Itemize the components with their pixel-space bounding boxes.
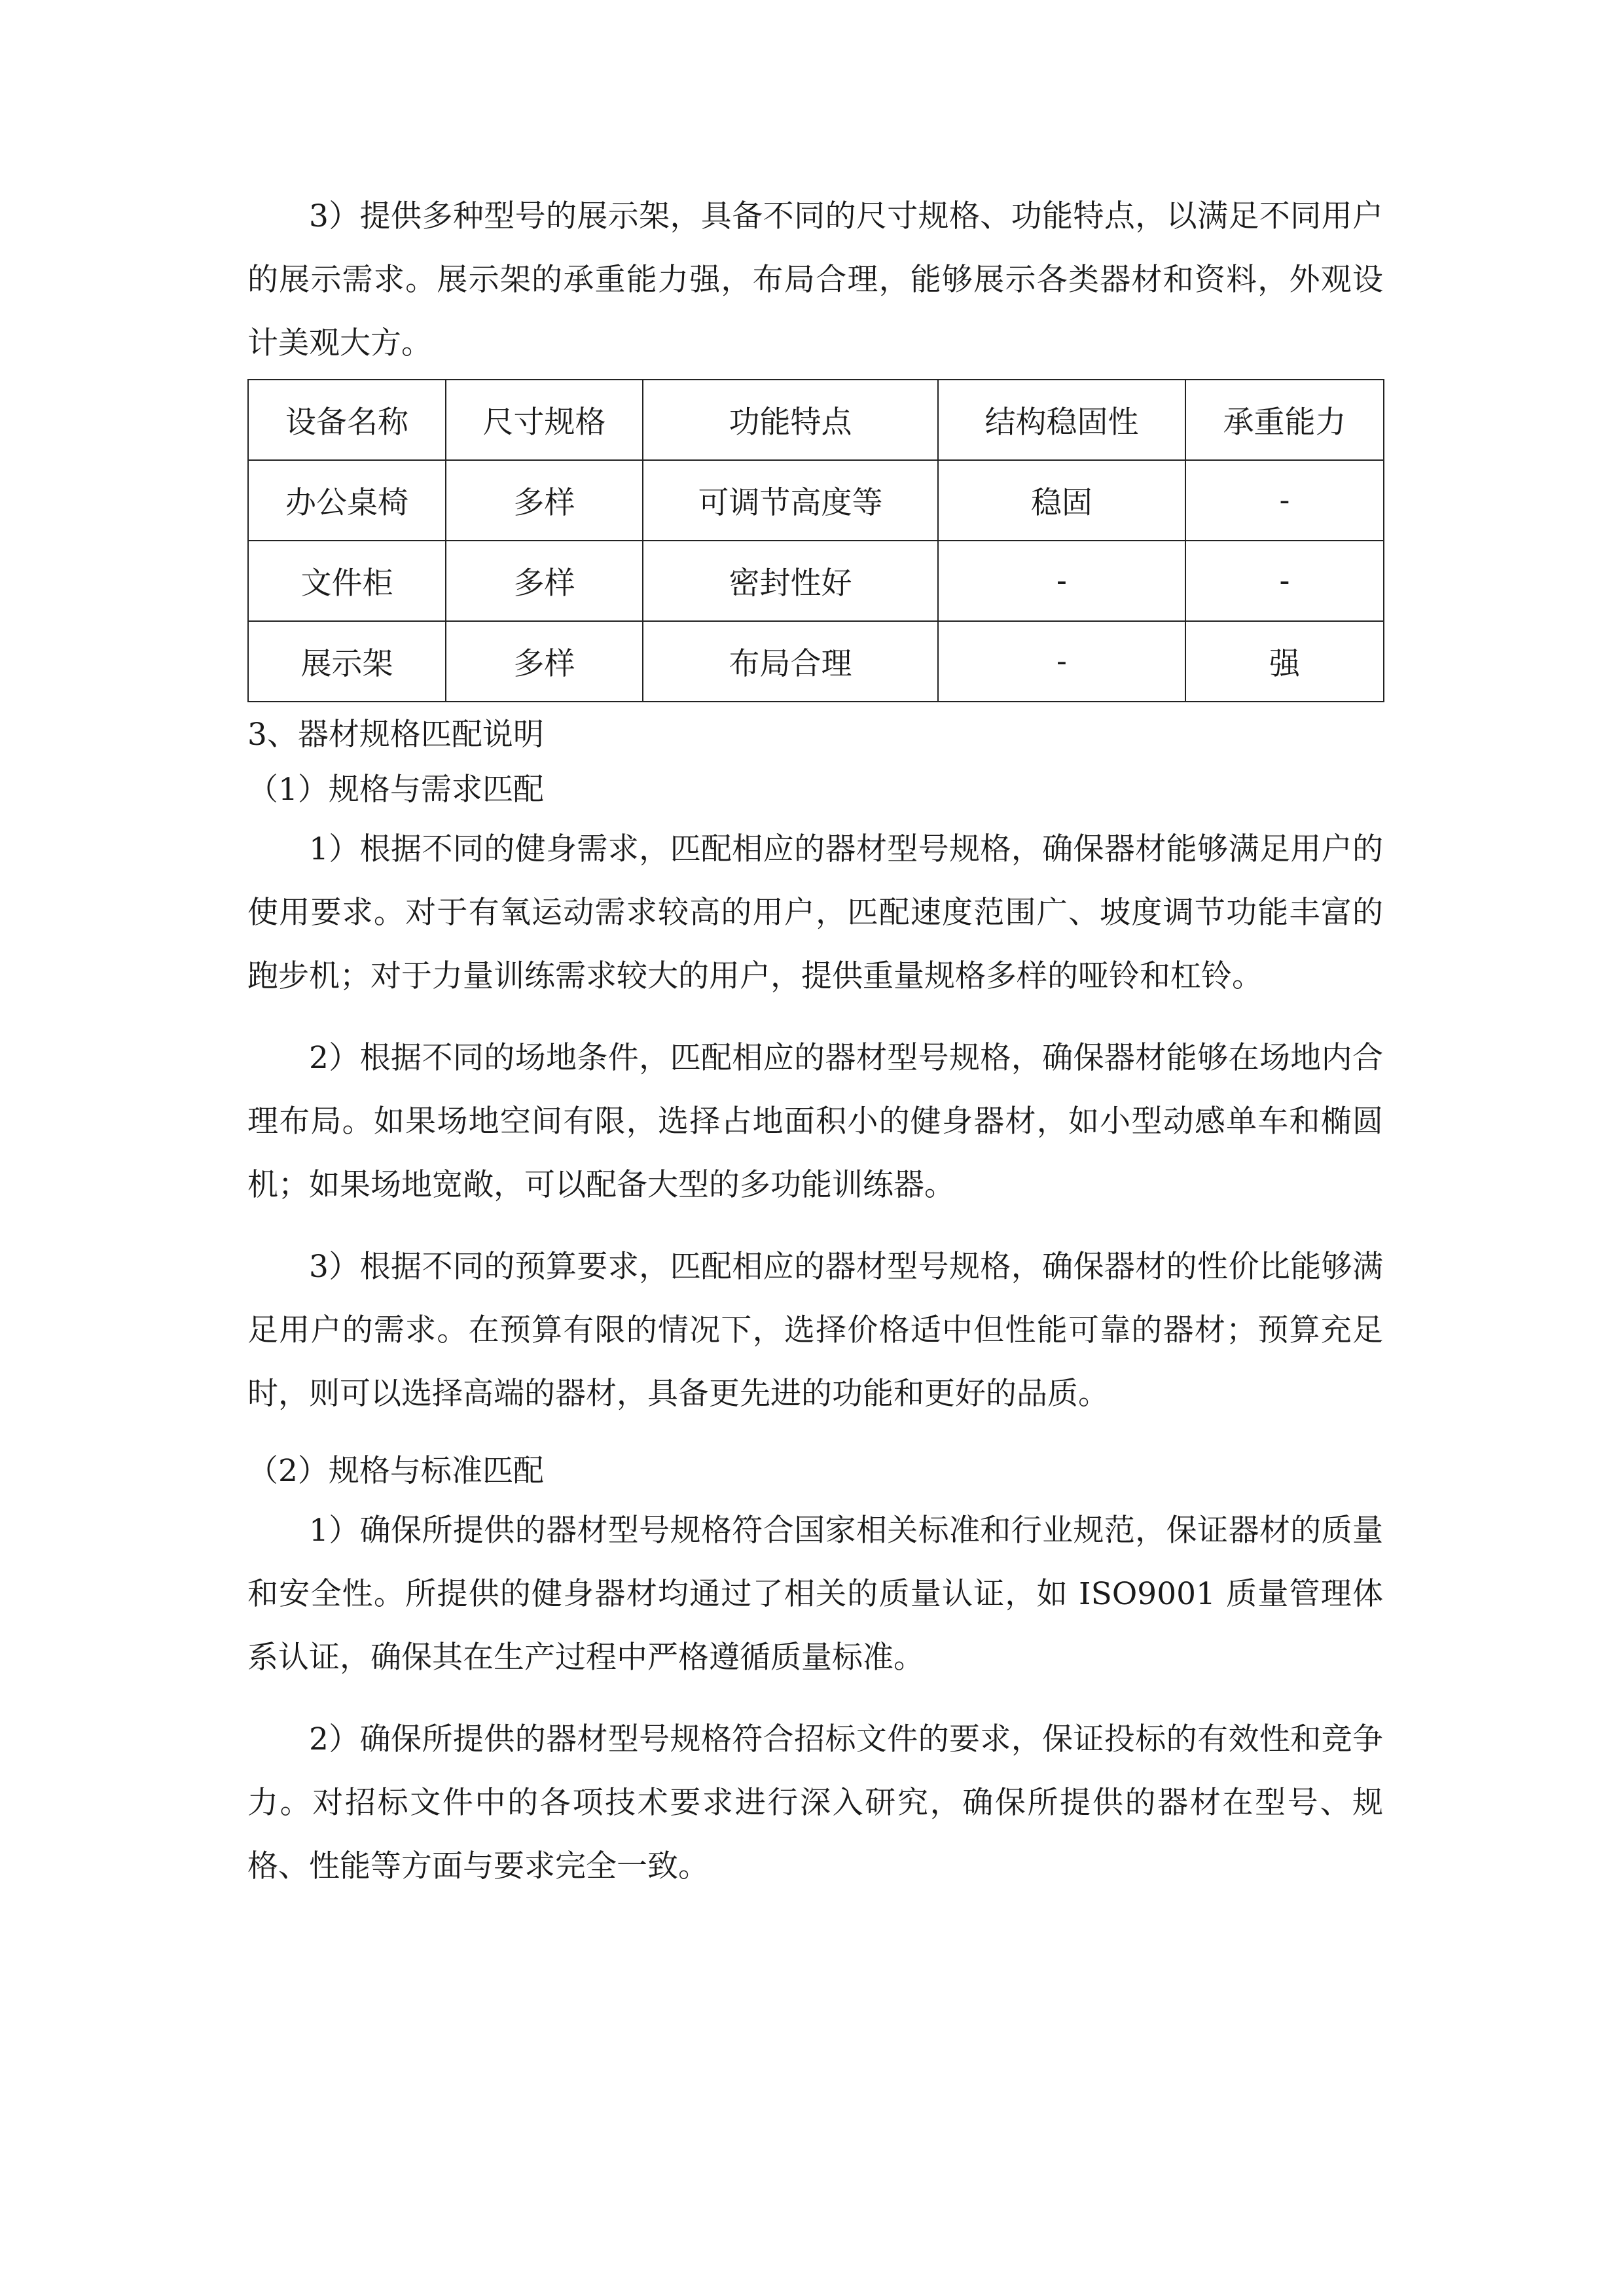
table-cell: 布局合理 [643, 621, 938, 702]
table-cell: 多样 [446, 541, 643, 621]
table-cell: 密封性好 [643, 541, 938, 621]
table-header-cell: 功能特点 [643, 380, 938, 460]
table-cell: 多样 [446, 621, 643, 702]
table-cell: 展示架 [248, 621, 446, 702]
paragraph: 2）确保所提供的器材型号规格符合招标文件的要求，保证投标的有效性和竞争力。对招标文件中的各项技术要求进行深入研究，确保所提供的器材在型号、规格、性能等方面与要求完全一致。 [247, 1721, 1383, 1884]
table-cell: - [1185, 541, 1384, 621]
table-cell: - [938, 541, 1185, 621]
table-row [248, 621, 1384, 702]
subsection-title-standards: （2）规格与标准匹配 [247, 1453, 544, 1489]
table-header-cell: 尺寸规格 [446, 380, 643, 460]
table-cell: 可调节高度等 [643, 460, 938, 541]
document-content [247, 185, 1383, 1898]
table-cell: - [938, 621, 1185, 702]
table-cell: 办公桌椅 [248, 460, 446, 541]
table-header-cell: 结构稳固性 [938, 380, 1185, 460]
paragraph: 3）根据不同的预算要求，匹配相应的器材型号规格，确保器材的性价比能够满足用户的需求。在预算有限的情况下，选择价格适中但性能可靠的器材；预算充足时，则可以选择高端的器材，具备更先进的功能和更好的品质。 [247, 1249, 1383, 1412]
table-header-row [248, 380, 1384, 460]
table-row [248, 460, 1384, 541]
table-header-cell: 设备名称 [248, 380, 446, 460]
table-cell: 强 [1185, 621, 1384, 702]
table-cell: 多样 [446, 460, 643, 541]
paragraph: 1）根据不同的健身需求，匹配相应的器材型号规格，确保器材能够满足用户的使用要求。对于有氧运动需求较高的用户，匹配速度范围广、坡度调节功能丰富的跑步机；对于力量训练需求较大的用户，提供重量规格多样的哑铃和杠铃。 [247, 831, 1383, 994]
equipment-spec-table [247, 379, 1384, 702]
intro-paragraph: 3）提供多种型号的展示架，具备不同的尺寸规格、功能特点，以满足不同用户的展示需求。展示架的承重能力强，布局合理，能够展示各类器材和资料，外观设计美观大方。 [247, 198, 1383, 361]
subsection-title-requirements: （1）规格与需求匹配 [247, 772, 544, 808]
section-title: 3、器材规格匹配说明 [247, 717, 544, 753]
table-header-cell: 承重能力 [1185, 380, 1384, 460]
table-row [248, 541, 1384, 621]
paragraph: 2）根据不同的场地条件，匹配相应的器材型号规格，确保器材能够在场地内合理布局。如果场地空间有限，选择占地面积小的健身器材，如小型动感单车和椭圆机；如果场地宽敞，可以配备大型的多功能训练器。 [247, 1040, 1383, 1203]
table-cell: - [1185, 460, 1384, 541]
paragraph: 1）确保所提供的器材型号规格符合国家相关标准和行业规范，保证器材的质量和安全性。所提供的健身器材均通过了相关的质量认证，如 ISO9001 质量管理体系认证，确保其在生产过程中严格遵循质量标准。 [247, 1513, 1383, 1676]
table-cell: 文件柜 [248, 541, 446, 621]
table-cell: 稳固 [938, 460, 1185, 541]
